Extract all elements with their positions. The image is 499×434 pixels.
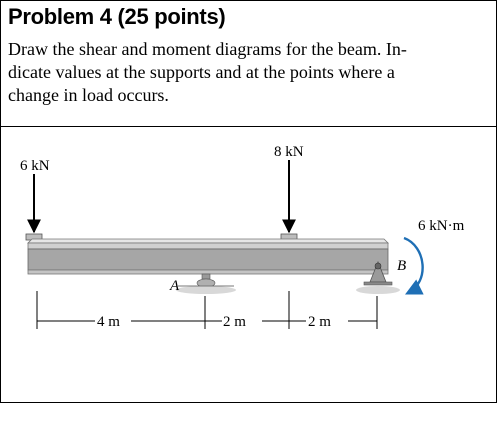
support-a [169, 274, 236, 294]
prompt-line: dicate values at the supports and at the points where a [8, 62, 395, 82]
load-left [20, 158, 50, 232]
moment-arrow [404, 238, 423, 293]
dimension-label: 4 m [97, 314, 120, 330]
load-middle-label: 8 kN [274, 144, 304, 160]
problem-statement [8, 38, 492, 107]
dimensions [37, 291, 377, 330]
prompt-line: change in load occurs. [8, 85, 169, 105]
beam [28, 239, 388, 274]
load-left-label: 6 kN [20, 158, 50, 174]
support-b-label: B [397, 258, 407, 274]
support-a-label: A [170, 278, 180, 294]
couple-moment [404, 218, 465, 293]
prompt-line: Draw the shear and moment diagrams for the beam. In- [8, 39, 407, 59]
dimension-label: 2 m [223, 314, 246, 330]
moment-label: 6 kN·m [418, 218, 465, 234]
problem-title: Problem 4 (25 points) [8, 4, 226, 29]
dimension-label: 2 m [308, 314, 331, 330]
beam-diagram [0, 127, 497, 402]
load-middle [274, 144, 304, 232]
